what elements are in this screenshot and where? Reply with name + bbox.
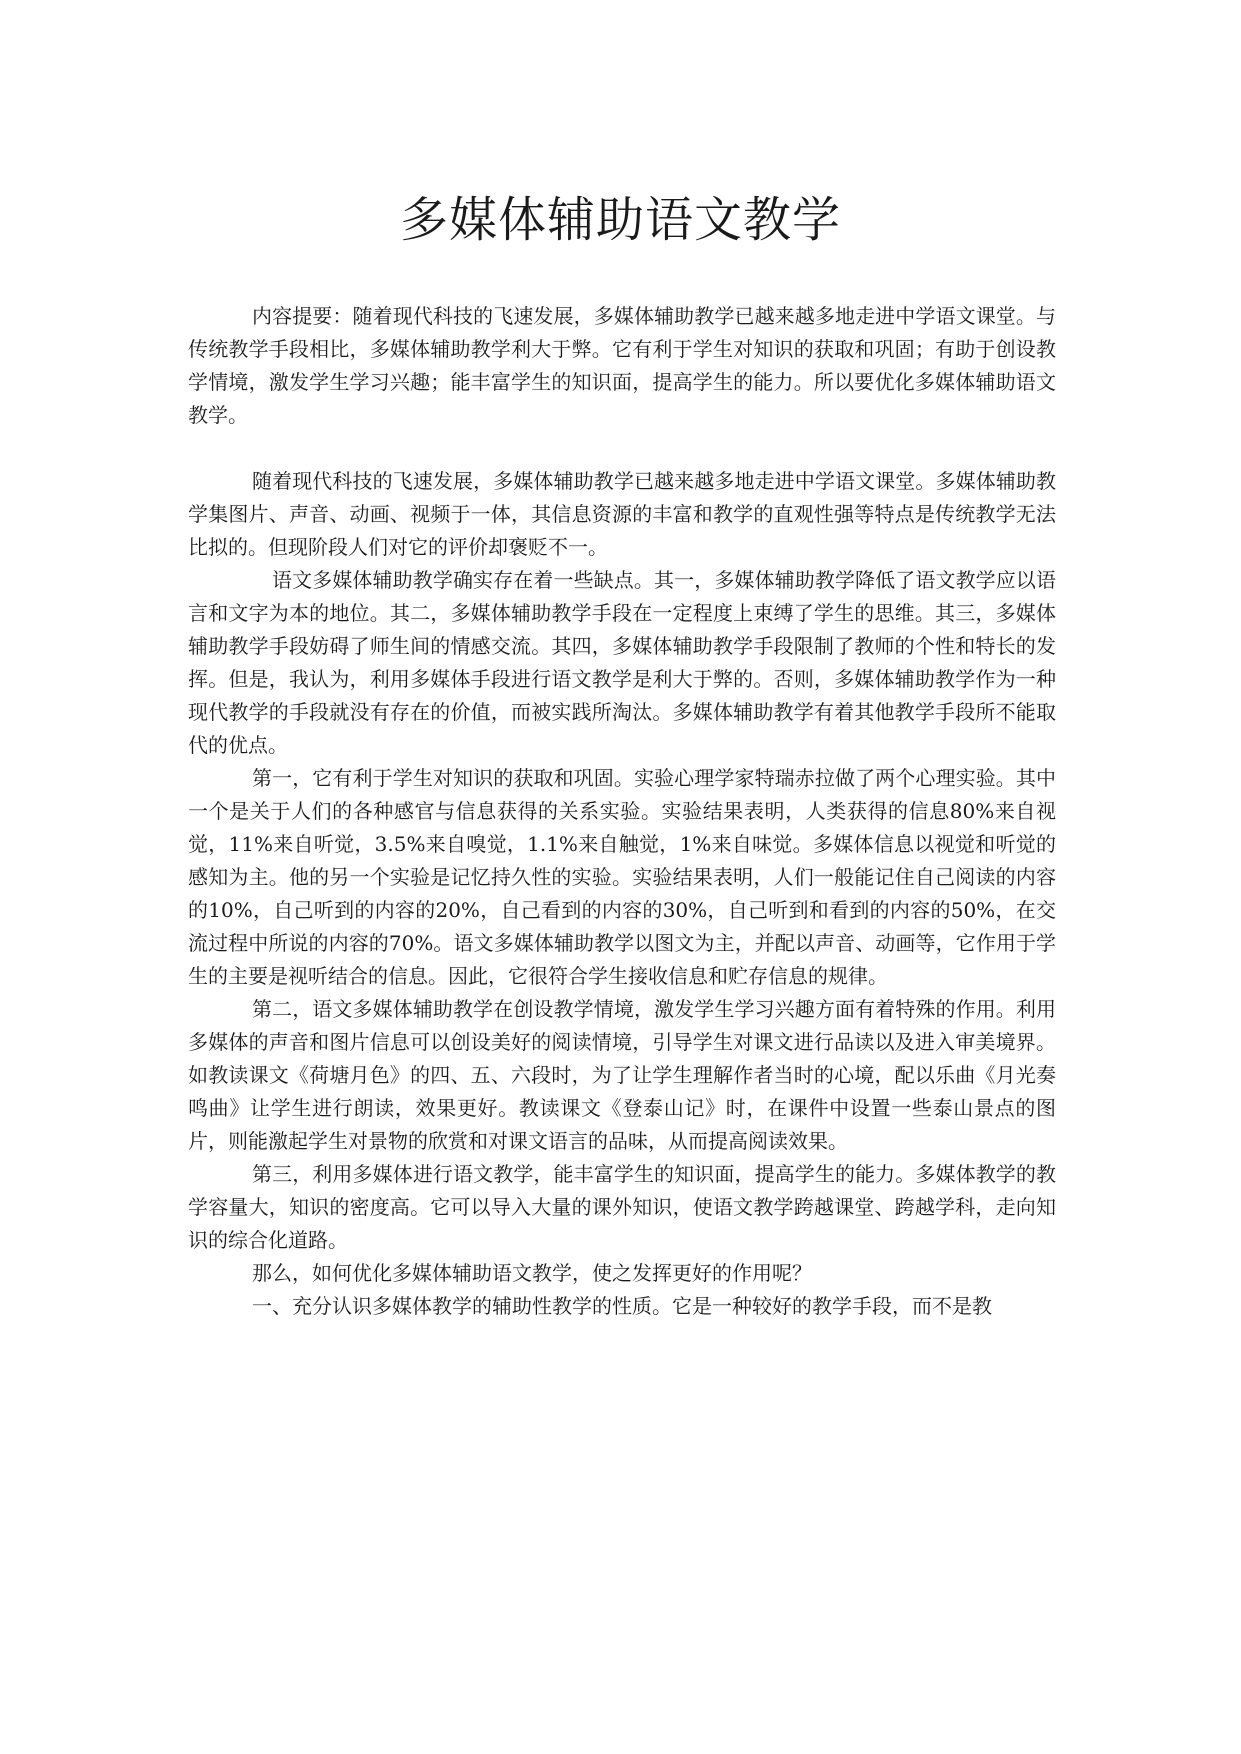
- paragraph-spacer: [188, 432, 1056, 465]
- paragraph-section-one: 一、充分认识多媒体教学的辅助性教学的性质。它是一种较好的教学手段，而不是教: [252, 1294, 992, 1318]
- abstract-paragraph: 内容提要：随着现代科技的飞速发展，多媒体辅助教学已越来越多地走进中学语文课堂。与传统教学手段相比，多媒体辅助教学利大于弊。它有利于学生对知识的获取和巩固；有助于创设教学情境，激发学生学习兴趣；能丰富学生的知识面，提高学生的能力。所以要优化多媒体辅助语文教学。: [188, 304, 1056, 427]
- paragraph-intro: 随着现代科技的飞速发展，多媒体辅助教学已越来越多地走进中学语文课堂。多媒体辅助教学集图片、声音、动画、视频于一体，其信息资源的丰富和教学的直观性强等特点是传统教学无法比拟的。但现阶段人们对它的评价却褒贬不一。: [188, 469, 1056, 559]
- document-title: 多媒体辅助语文教学: [399, 192, 841, 248]
- paragraph-first-point: 第一，它有利于学生对知识的获取和巩固。实验心理学家特瑞赤拉做了两个心理实验。其中一个是关于人们的各种感官与信息获得的关系实验。实验结果表明，人类获得的信息80%来自视觉，11%来自听觉，3.5%来自嗅觉，1.1%来自触觉，1%来自味觉。多媒体信息以视觉和听觉的感知为主。他的另一个实验是记忆持久性的实验。实验结果表明，人们一般能记住自己阅读的内容的10%，自己听到的内容的20%，自己看到的内容的30%，自己听到和看到的内容的50%，在交流过程中所说的内容的70%。语文多媒体辅助教学以图文为主，并配以声音、动画等，它作用于学生的主要是视听结合的信息。因此，它很符合学生接收信息和贮存信息的规律。: [188, 766, 1056, 988]
- paragraph-third-point: 第三，利用多媒体进行语文教学，能丰富学生的知识面，提高学生的能力。多媒体教学的教学容量大，知识的密度高。它可以导入大量的课外知识，使语文教学跨越课堂、跨越学科，走向知识的综合化道路。: [188, 1162, 1056, 1252]
- paragraph-drawbacks: 语文多媒体辅助教学确实存在着一些缺点。其一，多媒体辅助教学降低了语文教学应以语言和文字为本的地位。其二，多媒体辅助教学手段在一定程度上束缚了学生的思维。其三，多媒体辅助教学手段妨碍了师生间的情感交流。其四，多媒体辅助教学手段限制了教师的个性和特长的发挥。但是，我认为，利用多媒体手段进行语文教学是利大于弊的。否则，多媒体辅助教学作为一种现代教学的手段就没有存在的价值，而被实践所淘汰。多媒体辅助教学有着其他教学手段所不能取代的优点。: [188, 568, 1056, 757]
- document-body: [188, 300, 1056, 1323]
- paragraph-question: 那么，如何优化多媒体辅助语文教学，使之发挥更好的作用呢？: [252, 1261, 812, 1285]
- paragraph-second-point: 第二，语文多媒体辅助教学在创设教学情境，激发学生学习兴趣方面有着特殊的作用。利用多媒体的声音和图片信息可以创设美好的阅读情境，引导学生对课文进行品读以及进入审美境界。如教读课文《荷塘月色》的四、五、六段时，为了让学生理解作者当时的心境，配以乐曲《月光奏鸣曲》让学生进行朗读，效果更好。教读课文《登泰山记》时，在课件中设置一些泰山景点的图片，则能激起学生对景物的欣赏和对课文语言的品味，从而提高阅读效果。: [188, 997, 1056, 1153]
